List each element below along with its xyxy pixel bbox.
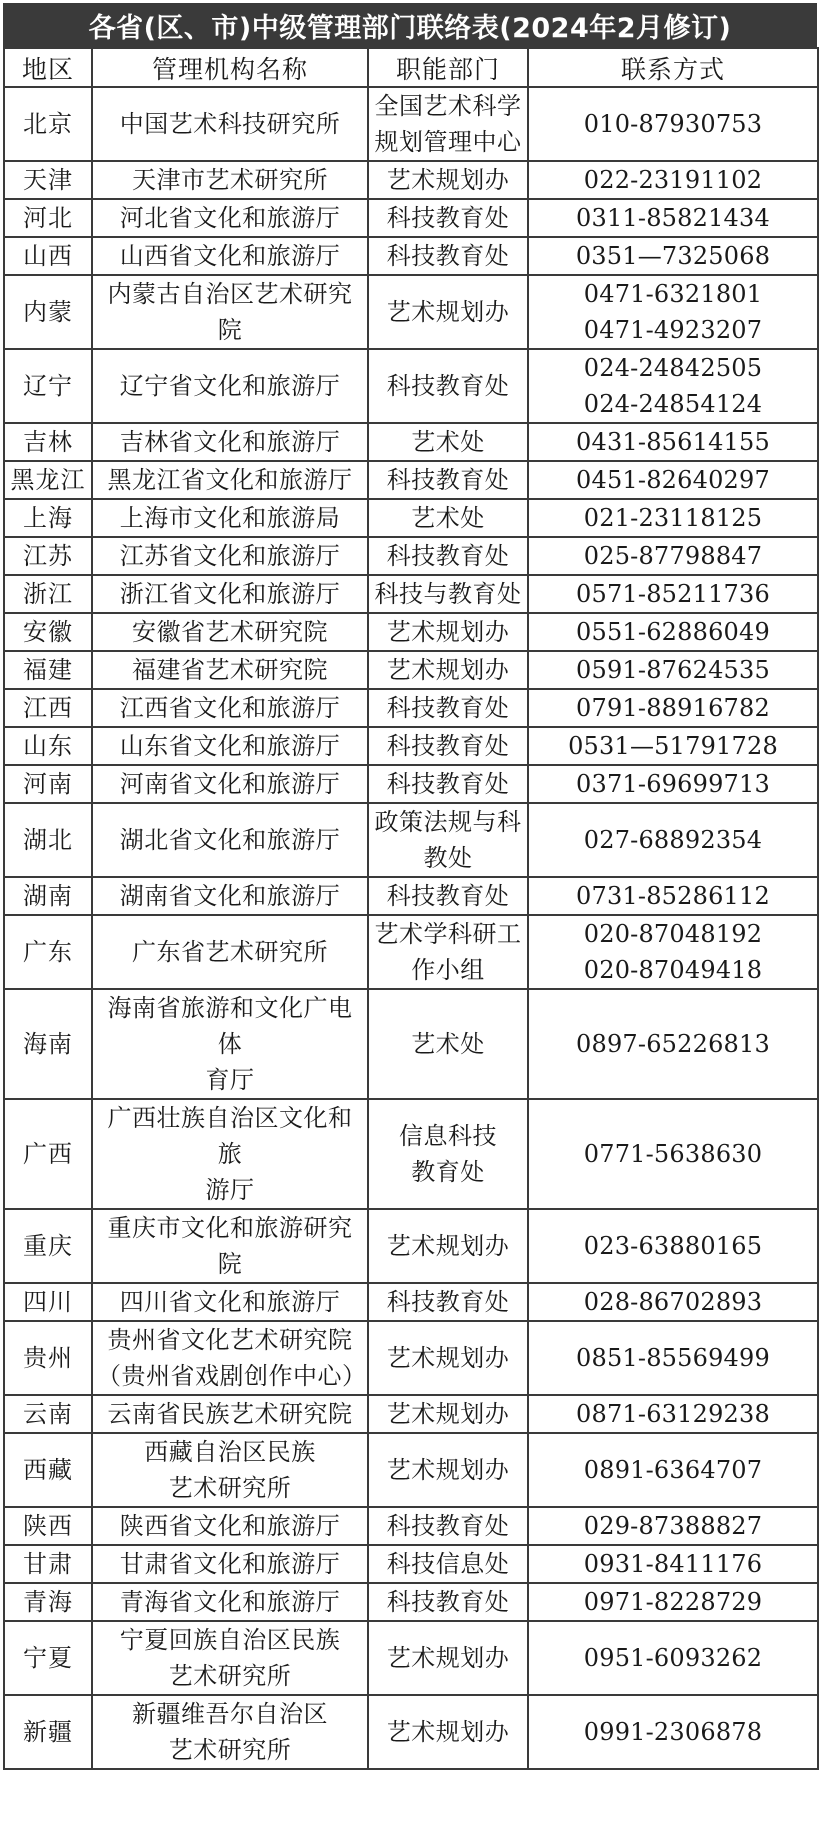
cell-phone [528,915,818,989]
cell-phone-line: 0531—51791728 [568,732,778,760]
cell-org [92,651,368,689]
cell-org [92,1209,368,1283]
cell-region: 新疆 [4,1695,92,1769]
cell-phone [528,161,818,199]
cell-org-line: 海南省旅游和文化广电体 [107,994,353,1058]
cell-dept [368,499,528,537]
cell-dept [368,915,528,989]
header-dept: 职能部门 [368,48,528,87]
cell-org-line: 新疆维吾尔自治区 [132,1700,328,1728]
cell-phone-line: 0991-2306878 [583,1718,763,1746]
cell-org [92,1321,368,1395]
cell-dept-line: 艺术规划办 [386,298,510,326]
cell-dept-line: 艺术规划办 [386,618,510,646]
cell-org-line: 浙江省文化和旅游厅 [119,580,341,608]
table-row [4,1695,818,1769]
cell-org [92,1695,368,1769]
cell-dept-line: 艺术处 [411,1030,485,1058]
cell-phone [528,765,818,803]
cell-region: 江苏 [4,537,92,575]
cell-org [92,275,368,349]
cell-dept-line: 全国艺术科学 [374,92,522,120]
cell-region: 云南 [4,1395,92,1433]
table-row [4,161,818,199]
cell-phone [528,1545,818,1583]
cell-dept [368,613,528,651]
cell-org-line: 天津市艺术研究所 [132,166,328,194]
cell-org [92,237,368,275]
cell-phone-line: 0951-6093262 [583,1644,763,1672]
cell-phone [528,199,818,237]
cell-dept [368,803,528,877]
cell-region: 广西 [4,1099,92,1209]
cell-org-line: 中国艺术科技研究所 [119,110,341,138]
cell-phone-line: 0371-69699713 [576,770,770,798]
cell-region: 天津 [4,161,92,199]
cell-org-line: 广东省艺术研究所 [132,938,328,966]
cell-org-line: 湖北省文化和旅游厅 [119,826,341,854]
cell-org [92,915,368,989]
table-row [4,237,818,275]
table-row [4,1433,818,1507]
cell-dept [368,1583,528,1621]
cell-phone-line: 010-87930753 [583,110,763,138]
cell-org [92,499,368,537]
cell-region: 贵州 [4,1321,92,1395]
cell-dept [368,1283,528,1321]
cell-dept-line: 科技教育处 [386,770,510,798]
cell-phone [528,803,818,877]
cell-phone-line: 020-87049418 [583,956,763,984]
cell-phone-line: 0731-85286112 [576,882,770,910]
cell-org-line: 艺术研究所 [168,1474,292,1502]
cell-org [92,1283,368,1321]
header-row [4,48,818,87]
cell-org-line: 河南省文化和旅游厅 [119,770,341,798]
cell-phone-line: 025-87798847 [583,542,763,570]
cell-dept [368,1209,528,1283]
cell-phone-line: 024-24842505 [583,354,763,382]
cell-dept [368,349,528,423]
cell-org-line: 重庆市文化和旅游研究院 [107,1214,353,1278]
cell-region: 上海 [4,499,92,537]
cell-dept [368,461,528,499]
cell-dept-line: 科技教育处 [386,694,510,722]
cell-phone [528,237,818,275]
cell-phone [528,1209,818,1283]
cell-org-line: 宁夏回族自治区民族 [119,1626,341,1654]
table-row [4,727,818,765]
cell-region: 内蒙 [4,275,92,349]
table-row [4,877,818,915]
cell-org-line: 育厅 [205,1066,255,1094]
cell-phone [528,1321,818,1395]
cell-region: 吉林 [4,423,92,461]
cell-org [92,1545,368,1583]
table-row [4,1395,818,1433]
cell-region: 山西 [4,237,92,275]
table-row [4,537,818,575]
cell-phone-line: 021-23118125 [583,504,763,532]
header-org: 管理机构名称 [92,48,368,87]
cell-dept-line: 作小组 [411,956,485,984]
cell-org [92,1099,368,1209]
table-row [4,1209,818,1283]
table-row [4,575,818,613]
cell-org-line: 内蒙古自治区艺术研究院 [107,280,353,344]
cell-org-line: 陕西省文化和旅游厅 [119,1512,341,1540]
cell-org [92,461,368,499]
cell-org [92,803,368,877]
cell-phone-line: 0971-8228729 [583,1588,763,1616]
cell-region: 海南 [4,989,92,1099]
cell-dept-line: 艺术规划办 [386,1232,510,1260]
cell-phone-line: 0931-8411176 [583,1550,763,1578]
cell-phone [528,1621,818,1695]
cell-org-line: 辽宁省文化和旅游厅 [119,372,341,400]
cell-org-line: 江苏省文化和旅游厅 [119,542,341,570]
cell-phone-line: 0891-6364707 [583,1456,763,1484]
cell-dept [368,689,528,727]
cell-dept-line: 科技教育处 [386,542,510,570]
cell-phone [528,1507,818,1545]
table-row [4,689,818,727]
cell-dept-line: 科技教育处 [386,466,510,494]
cell-org-line: 游厅 [205,1176,255,1204]
cell-dept [368,161,528,199]
cell-dept [368,199,528,237]
cell-org-line: 湖南省文化和旅游厅 [119,882,341,910]
cell-org-line: （贵州省戏剧创作中心） [97,1362,367,1390]
cell-dept-line: 科技教育处 [386,204,510,232]
cell-dept-line: 信息科技 [399,1122,497,1150]
cell-org [92,989,368,1099]
cell-org-line: 四川省文化和旅游厅 [119,1288,341,1316]
cell-dept-line: 教处 [423,844,473,872]
cell-region: 湖北 [4,803,92,877]
table-row [4,1283,818,1321]
cell-phone-line: 0471-6321801 [583,280,763,308]
cell-org [92,349,368,423]
cell-phone-line: 020-87048192 [583,920,763,948]
cell-region: 重庆 [4,1209,92,1283]
table-row [4,1099,818,1209]
cell-dept [368,1507,528,1545]
cell-org [92,1433,368,1507]
cell-dept-line: 科技教育处 [386,882,510,910]
cell-dept [368,575,528,613]
cell-phone [528,461,818,499]
cell-phone-line: 0451-82640297 [576,466,770,494]
cell-dept-line: 艺术规划办 [386,166,510,194]
cell-region: 陕西 [4,1507,92,1545]
cell-phone [528,727,818,765]
cell-phone-line: 0551-62886049 [576,618,770,646]
cell-dept [368,1695,528,1769]
cell-phone-line: 0571-85211736 [576,580,770,608]
cell-phone [528,349,818,423]
cell-phone [528,423,818,461]
cell-phone-line: 0791-88916782 [576,694,770,722]
cell-org-line: 西藏自治区民族 [144,1438,316,1466]
cell-phone-line: 027-68892354 [583,826,763,854]
cell-region: 湖南 [4,877,92,915]
cell-org-line: 贵州省文化艺术研究院 [107,1326,353,1354]
cell-org [92,1507,368,1545]
cell-phone [528,613,818,651]
cell-region: 安徽 [4,613,92,651]
cell-org [92,87,368,161]
cell-dept-line: 艺术规划办 [386,1718,510,1746]
cell-region: 浙江 [4,575,92,613]
cell-dept-line: 艺术规划办 [386,1456,510,1484]
cell-dept-line: 科技教育处 [386,1288,510,1316]
cell-org [92,613,368,651]
cell-org [92,727,368,765]
cell-phone [528,1283,818,1321]
cell-region: 西藏 [4,1433,92,1507]
cell-phone [528,87,818,161]
cell-phone-line: 0771-5638630 [583,1140,763,1168]
table-row [4,349,818,423]
cell-region: 北京 [4,87,92,161]
cell-dept-line: 科技教育处 [386,242,510,270]
cell-phone-line: 0851-85569499 [576,1344,770,1372]
cell-phone-line: 0471-4923207 [583,316,763,344]
cell-region: 福建 [4,651,92,689]
cell-org [92,877,368,915]
cell-org-line: 黑龙江省文化和旅游厅 [107,466,353,494]
cell-dept [368,275,528,349]
table-row [4,915,818,989]
cell-phone [528,275,818,349]
cell-dept [368,237,528,275]
cell-dept-line: 艺术处 [411,428,485,456]
cell-phone [528,1583,818,1621]
cell-dept-line: 艺术规划办 [386,1400,510,1428]
cell-dept [368,1099,528,1209]
table-title: 各省(区、市)中级管理部门联络表(2024年2月修订) [3,3,817,47]
cell-dept [368,87,528,161]
cell-phone [528,689,818,727]
header-contact: 联系方式 [528,48,818,87]
table-row [4,1321,818,1395]
cell-org-line: 艺术研究所 [168,1736,292,1764]
cell-dept [368,537,528,575]
cell-org-line: 青海省文化和旅游厅 [119,1588,341,1616]
cell-phone-line: 023-63880165 [583,1232,763,1260]
table-row [4,651,818,689]
table-body [4,87,818,1769]
cell-phone [528,1395,818,1433]
cell-region: 甘肃 [4,1545,92,1583]
cell-phone-line: 028-86702893 [583,1288,763,1316]
table-header [4,48,818,87]
table-row [4,499,818,537]
table-row [4,1621,818,1695]
cell-phone-line: 022-23191102 [583,166,763,194]
cell-phone-line: 0897-65226813 [576,1030,770,1058]
table-row [4,423,818,461]
cell-org-line: 安徽省艺术研究院 [132,618,328,646]
cell-dept [368,423,528,461]
cell-org [92,199,368,237]
cell-dept [368,1321,528,1395]
cell-dept-line: 规划管理中心 [374,128,522,156]
cell-phone [528,1099,818,1209]
cell-org-line: 山西省文化和旅游厅 [119,242,341,270]
cell-dept-line: 政策法规与科 [374,808,522,836]
cell-org-line: 上海市文化和旅游局 [119,504,341,532]
cell-region: 宁夏 [4,1621,92,1695]
contact-table [3,47,819,1770]
cell-org-line: 艺术研究所 [168,1662,292,1690]
cell-dept-line: 艺术处 [411,504,485,532]
cell-org-line: 河北省文化和旅游厅 [119,204,341,232]
cell-org [92,1621,368,1695]
cell-org-line: 山东省文化和旅游厅 [119,732,341,760]
cell-phone [528,989,818,1099]
cell-region: 辽宁 [4,349,92,423]
cell-dept [368,1621,528,1695]
cell-region: 河北 [4,199,92,237]
cell-dept [368,651,528,689]
cell-dept-line: 科技信息处 [386,1550,510,1578]
cell-phone [528,1695,818,1769]
cell-dept [368,989,528,1099]
cell-phone [528,877,818,915]
cell-dept-line: 科技与教育处 [374,580,522,608]
cell-dept-line: 艺术规划办 [386,1344,510,1372]
table-row [4,765,818,803]
cell-phone-line: 0351—7325068 [575,242,771,270]
table-row [4,461,818,499]
cell-phone-line: 0591-87624535 [576,656,770,684]
table-row [4,803,818,877]
cell-dept [368,1545,528,1583]
cell-dept-line: 教育处 [411,1158,485,1186]
cell-region: 山东 [4,727,92,765]
cell-phone [528,651,818,689]
cell-org [92,423,368,461]
cell-phone [528,499,818,537]
cell-org [92,1395,368,1433]
cell-dept-line: 艺术学科研工 [374,920,522,948]
cell-phone [528,1433,818,1507]
cell-dept [368,1395,528,1433]
cell-dept-line: 科技教育处 [386,1588,510,1616]
cell-phone-line: 024-24854124 [583,390,763,418]
cell-org [92,689,368,727]
cell-dept-line: 科技教育处 [386,732,510,760]
cell-region: 河南 [4,765,92,803]
table-row [4,1507,818,1545]
cell-org [92,575,368,613]
table-row [4,87,818,161]
table-row [4,613,818,651]
cell-phone-line: 0311-85821434 [576,204,770,232]
table-row [4,1545,818,1583]
cell-dept [368,1433,528,1507]
cell-region: 四川 [4,1283,92,1321]
cell-phone-line: 0431-85614155 [576,428,770,456]
cell-region: 黑龙江 [4,461,92,499]
cell-org [92,537,368,575]
cell-org-line: 广西壮族自治区文化和旅 [107,1104,353,1168]
cell-org [92,765,368,803]
cell-dept [368,877,528,915]
cell-phone-line: 029-87388827 [583,1512,763,1540]
cell-phone [528,537,818,575]
cell-org-line: 江西省文化和旅游厅 [119,694,341,722]
cell-org-line: 福建省艺术研究院 [132,656,328,684]
cell-dept-line: 艺术规划办 [386,656,510,684]
table-row [4,275,818,349]
cell-dept-line: 艺术规划办 [386,1644,510,1672]
table-row [4,1583,818,1621]
cell-region: 广东 [4,915,92,989]
cell-region: 青海 [4,1583,92,1621]
cell-org-line: 吉林省文化和旅游厅 [119,428,341,456]
cell-dept [368,727,528,765]
table-row [4,989,818,1099]
cell-dept-line: 科技教育处 [386,1512,510,1540]
cell-dept-line: 科技教育处 [386,372,510,400]
cell-org [92,161,368,199]
cell-phone [528,575,818,613]
cell-dept [368,765,528,803]
table-row [4,199,818,237]
cell-region: 江西 [4,689,92,727]
cell-org-line: 甘肃省文化和旅游厅 [119,1550,341,1578]
cell-org [92,1583,368,1621]
cell-phone-line: 0871-63129238 [576,1400,770,1428]
header-region: 地区 [4,48,92,87]
cell-org-line: 云南省民族艺术研究院 [107,1400,353,1428]
